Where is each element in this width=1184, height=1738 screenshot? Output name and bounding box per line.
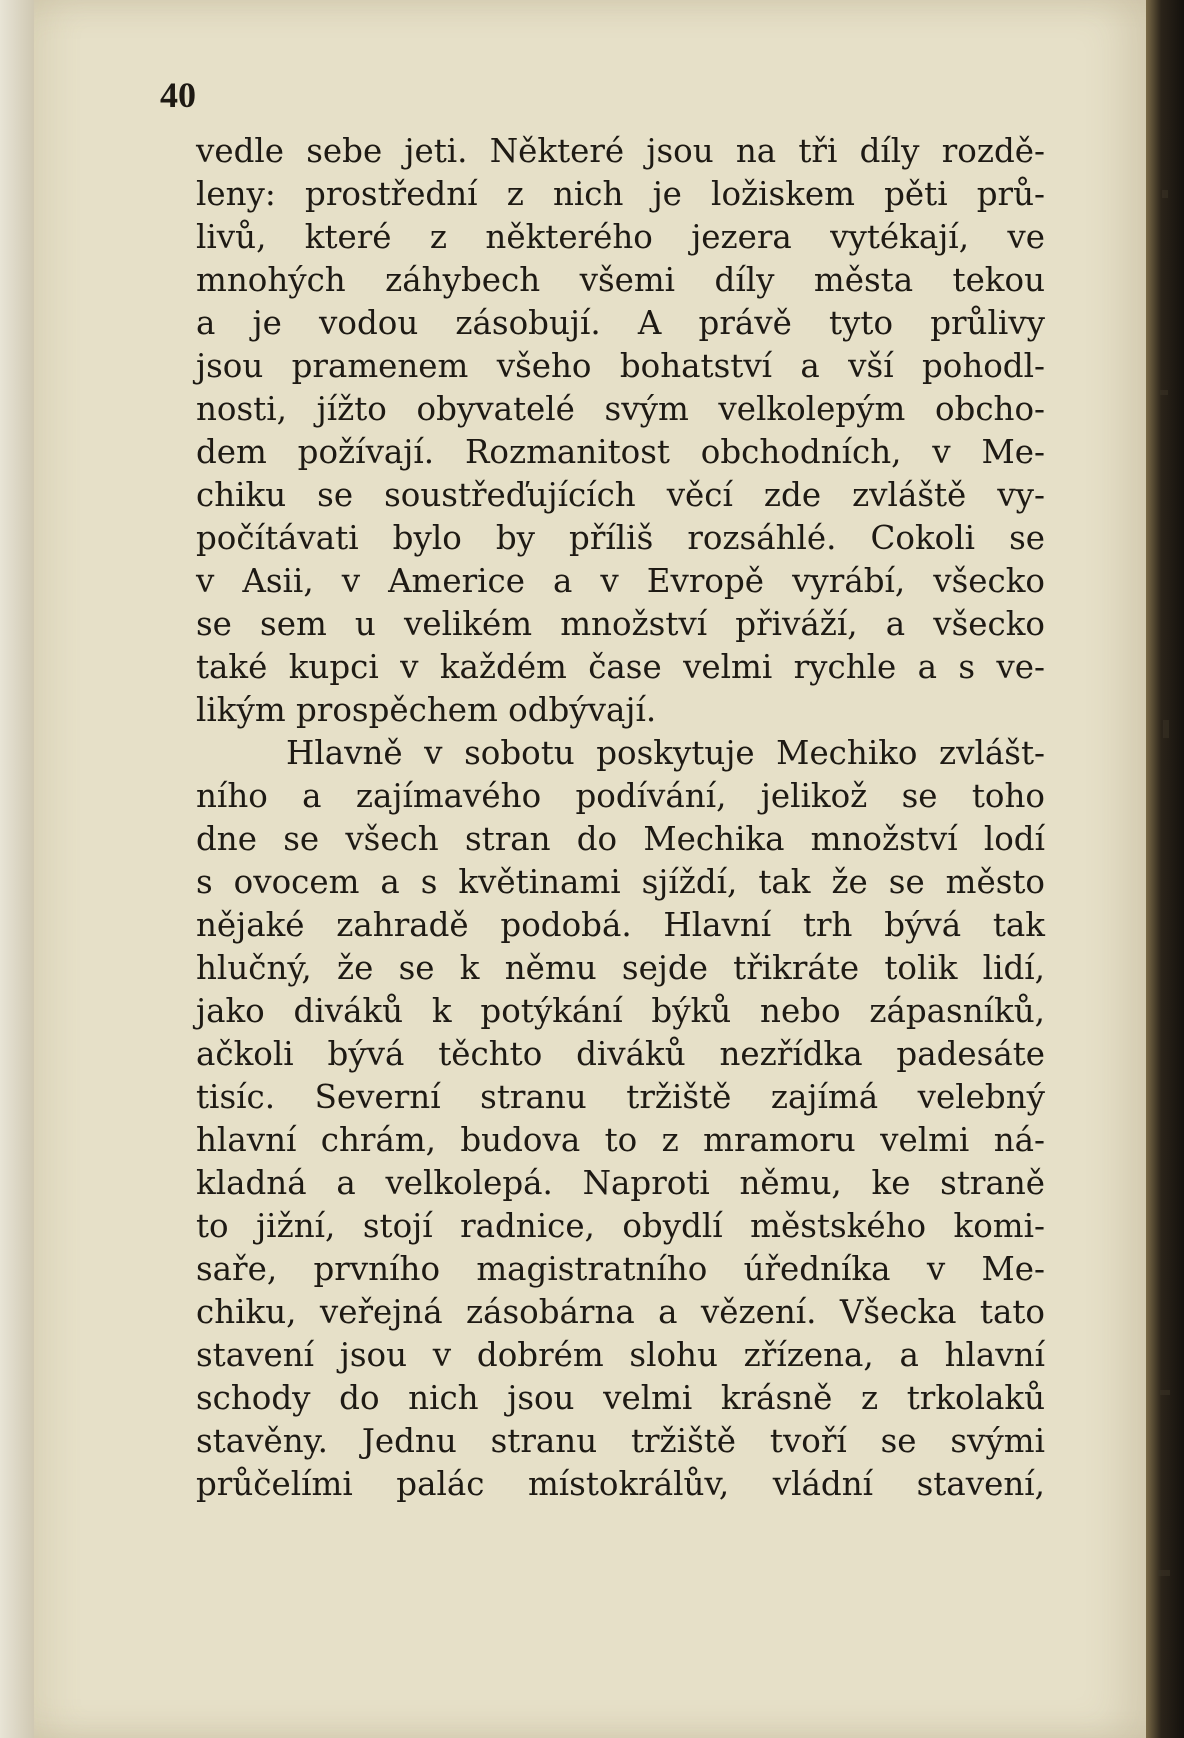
text-line: leny: prostřední z nich je ložiskem pěti prů- xyxy=(196,175,1045,213)
text-line: dne se všech stran do Mechika množství lodí xyxy=(196,820,1045,858)
page-number: 40 xyxy=(160,75,196,115)
text-line: ačkoli bývá těchto diváků nezřídka padesáte xyxy=(196,1035,1045,1073)
page-speck xyxy=(1160,390,1168,395)
text-line: s ovocem a s květinami sjíždí, tak že se město xyxy=(196,863,1045,901)
page-speck xyxy=(1158,1570,1170,1576)
text-line: chiku se soustřeďujících věcí zde zvláště vy- xyxy=(196,476,1045,514)
text-line: nějaké zahradě podobá. Hlavní trh bývá tak xyxy=(196,906,1045,944)
text-line: hlučný, že se k němu sejde třikráte tolik lidí, xyxy=(196,949,1045,987)
text-line: stavení jsou v dobrém slohu zřízena, a hlavní xyxy=(196,1336,1045,1374)
text-line: jsou pramenem všeho bohatství a vší pohodl- xyxy=(196,347,1045,385)
text-line: tisíc. Severní stranu tržiště zajímá velebný xyxy=(196,1078,1045,1116)
page-speck xyxy=(1163,720,1169,738)
book-binding-edge xyxy=(1146,0,1184,1738)
text-line: také kupci v každém čase velmi rychle a s ve- xyxy=(196,648,1045,686)
text-line: počítávati bylo by příliš rozsáhlé. Cokoli se xyxy=(196,519,1045,557)
text-line: mnohých záhybech všemi díly města tekou xyxy=(196,261,1045,299)
text-line: stavěny. Jednu stranu tržiště tvoří se svými xyxy=(196,1422,1045,1460)
paragraph-start-line: Hlavně v sobotu poskytuje Mechiko zvlášt- xyxy=(286,734,1045,772)
text-line: dem požívají. Rozmanitost obchodních, v Me- xyxy=(196,433,1045,471)
text-line: hlavní chrám, budova to z mramoru velmi ná- xyxy=(196,1121,1045,1159)
text-line: livů, které z některého jezera vytékají, ve xyxy=(196,218,1045,256)
text-line: a je vodou zásobují. A právě tyto průlivy xyxy=(196,304,1045,342)
text-line: chiku, veřejná zásobárna a vězení. Všecka tato xyxy=(196,1293,1045,1331)
text-line: v Asii, v Americe a v Evropě vyrábí, všecko xyxy=(196,562,1045,600)
text-line: průčelími palác místokrálův, vládní stavení, xyxy=(196,1465,1045,1503)
text-line: vedle sebe jeti. Některé jsou na tři díly rozdě- xyxy=(196,132,1045,170)
text-line: ního a zajímavého podívání, jelikož se toho xyxy=(196,777,1045,815)
page-speck xyxy=(1160,1390,1170,1395)
text-line: to jižní, stojí radnice, obydlí městského komi- xyxy=(196,1207,1045,1245)
paragraph-end-line: likým prospěchem odbývají. xyxy=(196,691,657,729)
page-speck xyxy=(1162,190,1168,198)
body-text xyxy=(196,130,1045,1506)
text-line: schody do nich jsou velmi krásně z trkolaků xyxy=(196,1379,1045,1417)
text-line: se sem u velikém množství přiváží, a všecko xyxy=(196,605,1045,643)
text-line: kladná a velkolepá. Naproti němu, ke straně xyxy=(196,1164,1045,1202)
text-line: nosti, jížto obyvatelé svým velkolepým obcho- xyxy=(196,390,1045,428)
page-left-margin xyxy=(0,0,34,1738)
text-line: saře, prvního magistratního úředníka v Me- xyxy=(196,1250,1045,1288)
text-line: jako diváků k potýkání býků nebo zápasníků, xyxy=(196,992,1045,1030)
